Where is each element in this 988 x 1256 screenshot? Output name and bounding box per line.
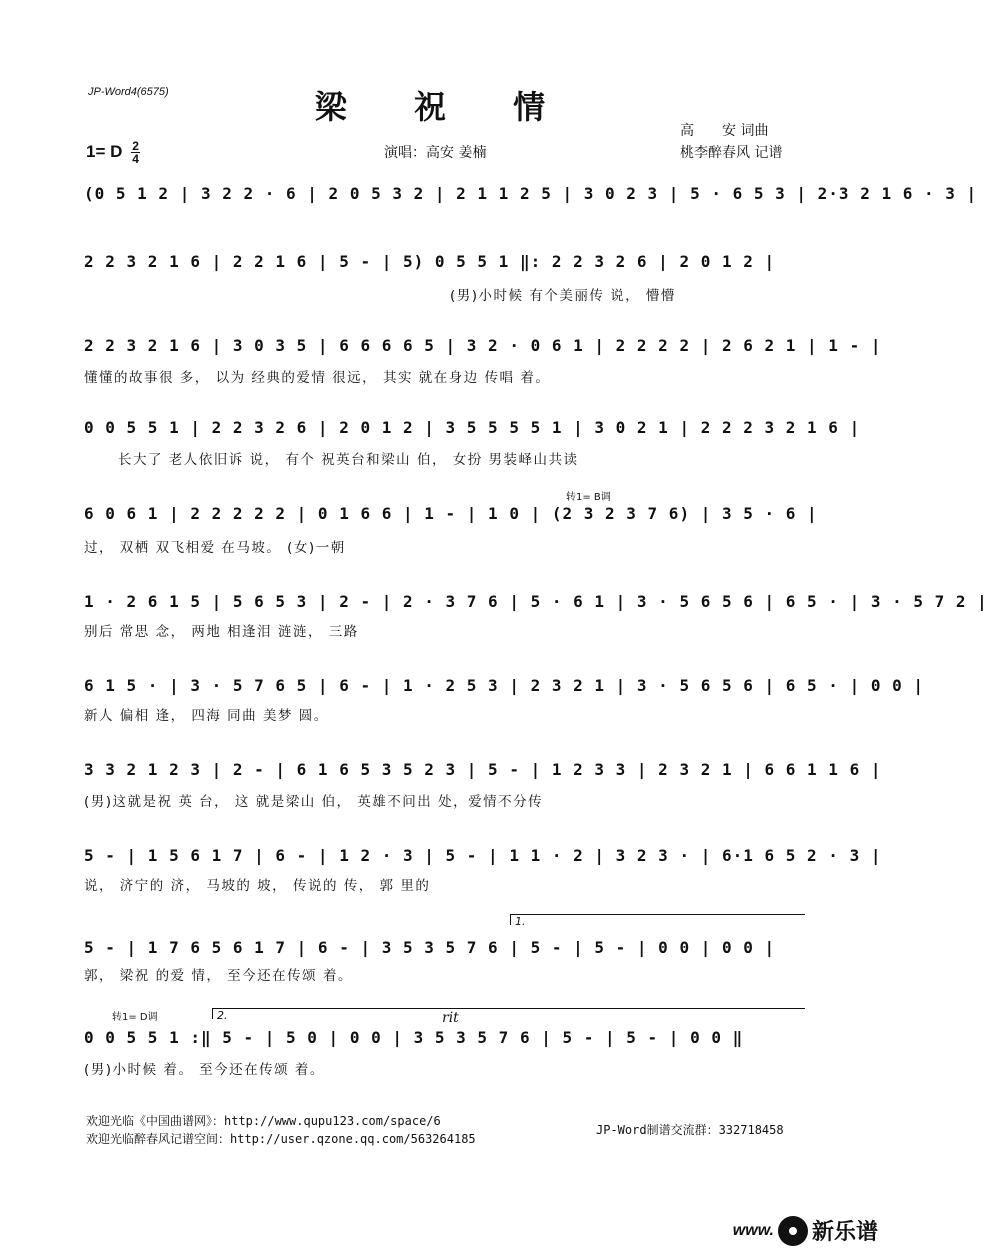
score-row-5-lyrics: 过， 双栖 双飞相爱 在马坡。 (女)一朝	[84, 540, 346, 556]
volta-2-label: 2.	[217, 1009, 228, 1022]
score-row-4-lyrics: 长大了 老人依旧诉 说， 有个 祝英台和梁山 伯， 女扮 男装峄山共读	[118, 452, 579, 468]
score-row-6-lyrics: 别后 常思 念， 两地 相逢泪 涟涟， 三路	[84, 624, 359, 640]
logo-www: www.	[732, 1221, 774, 1239]
footer-link-qupu[interactable]: 欢迎光临《中国曲谱网》：http://www.qupu123.com/space/6	[86, 1114, 441, 1128]
score-row-5-notes: 6 0 6 1 | 2 2 2 2 2 | 0 1 6 6 | 1 - | 1 0 | (2 3 2 3 7 6) | 3 5 · 6 |	[84, 504, 818, 523]
score-row-7-lyrics: 新人 偏相 逢， 四海 同曲 美梦 圆。	[84, 708, 329, 724]
score-row-2-lyrics: (男)小时候 有个美丽传 说， 懵懵	[450, 288, 676, 304]
score-row-2-notes: 2 2 3 2 1 6 | 2 2 1 6 | 5 - | 5) 0 5 5 1 ‖: 2 2 3 2 6 | 2 0 1 2 |	[84, 252, 776, 271]
score-row-10-lyrics: 郭， 梁祝 的爱 情， 至今还在传颂 着。	[84, 968, 353, 984]
score-row-8-lyrics: (男)这就是祝 英 台， 这 就是梁山 伯， 英雄不问出 处，爱情不分传	[84, 794, 544, 810]
key-label: 1= D	[86, 141, 123, 161]
score-row-10-notes: 5 - | 1 7 6 5 6 1 7 | 6 - | 3 5 3 5 7 6 | 5 - | 5 - | 0 0 | 0 0 |	[84, 938, 776, 957]
time-signature	[131, 140, 140, 165]
footer-group: JP-Word制谱交流群：332718458	[596, 1123, 784, 1137]
logo-brand: 新乐谱	[811, 1220, 878, 1245]
time-top: 2	[132, 139, 139, 153]
volta-1-label: 1.	[515, 915, 526, 928]
key-signature	[86, 140, 140, 165]
score-row-7-notes: 6 1 5 · | 3 · 5 7 6 5 | 6 - | 1 · 2 5 3 | 2 3 2 1 | 3 · 5 6 5 6 | 6 5 · | 0 0 |	[84, 676, 924, 695]
score-row-11-notes: 0 0 5 5 1 :‖ 5 - | 5 0 | 0 0 | 3 5 3 5 7 6 | 5 - | 5 - | 0 0 ‖	[84, 1028, 744, 1047]
score-row-8-notes: 3 3 2 1 2 3 | 2 - | 6 1 6 5 3 5 2 3 | 5 - | 1 2 3 3 | 2 3 2 1 | 6 6 1 1 6 |	[84, 760, 882, 779]
score-row-9-lyrics: 说， 济宁的 济， 马坡的 坡， 传说的 传， 郭 里的	[84, 878, 431, 894]
transcriber-credit: 桃李醉春风 记谱	[680, 145, 783, 161]
modulation-d-mark: 转1= D调	[112, 1012, 158, 1023]
score-row-9-notes: 5 - | 1 5 6 1 7 | 6 - | 1 2 · 3 | 5 - | 1 1 · 2 | 3 2 3 · | 6·1 6 5 2 · 3 |	[84, 846, 882, 865]
score-row-11-lyrics: (男)小时候 着。 至今还在传颂 着。	[84, 1062, 325, 1078]
volta-1-bracket	[510, 914, 805, 928]
singer-credit: 演唱：高安 姜楠	[384, 145, 487, 161]
modulation-b-mark: 转1= B调	[566, 492, 611, 503]
score-row-1-notes: (0 5 1 2 | 3 2 2 · 6 | 2 0 5 3 2 | 2 1 1 2 5 | 3 0 2 3 | 5 · 6 5 3 | 2·3 2 1 6 · 3 |	[84, 184, 978, 203]
score-row-3-notes: 2 2 3 2 1 6 | 3 0 3 5 | 6 6 6 6 5 | 3 2 · 0 6 1 | 2 2 2 2 | 2 6 2 1 | 1 - |	[84, 336, 882, 355]
score-row-6-notes: 1 · 2 6 1 5 | 5 6 5 3 | 2 - | 2 · 3 7 6 | 5 · 6 1 | 3 · 5 6 5 6 | 6 5 · | 3 · 5 7 2 |	[84, 592, 988, 611]
lyricist-credit: 高 安 词曲	[680, 123, 769, 139]
footer-link-qzone[interactable]: 欢迎光临醉春风记谱空间：http://user.qzone.qq.com/563264185	[86, 1132, 476, 1146]
site-logo[interactable]	[733, 1215, 878, 1246]
rit-mark: rit	[442, 1010, 459, 1026]
record-icon	[778, 1216, 808, 1246]
time-bottom: 4	[132, 152, 139, 166]
software-tag: JP-Word4(6575)	[88, 86, 169, 98]
score-row-4-notes: 0 0 5 5 1 | 2 2 3 2 6 | 2 0 1 2 | 3 5 5 5 5 1 | 3 0 2 1 | 2 2 2 3 2 1 6 |	[84, 418, 861, 437]
page-title: 梁 祝 情	[314, 88, 574, 126]
score-row-3-lyrics: 懂懂的故事很 多， 以为 经典的爱情 很远， 其实 就在身边 传唱 着。	[84, 370, 551, 386]
volta-2-bracket	[212, 1008, 805, 1022]
